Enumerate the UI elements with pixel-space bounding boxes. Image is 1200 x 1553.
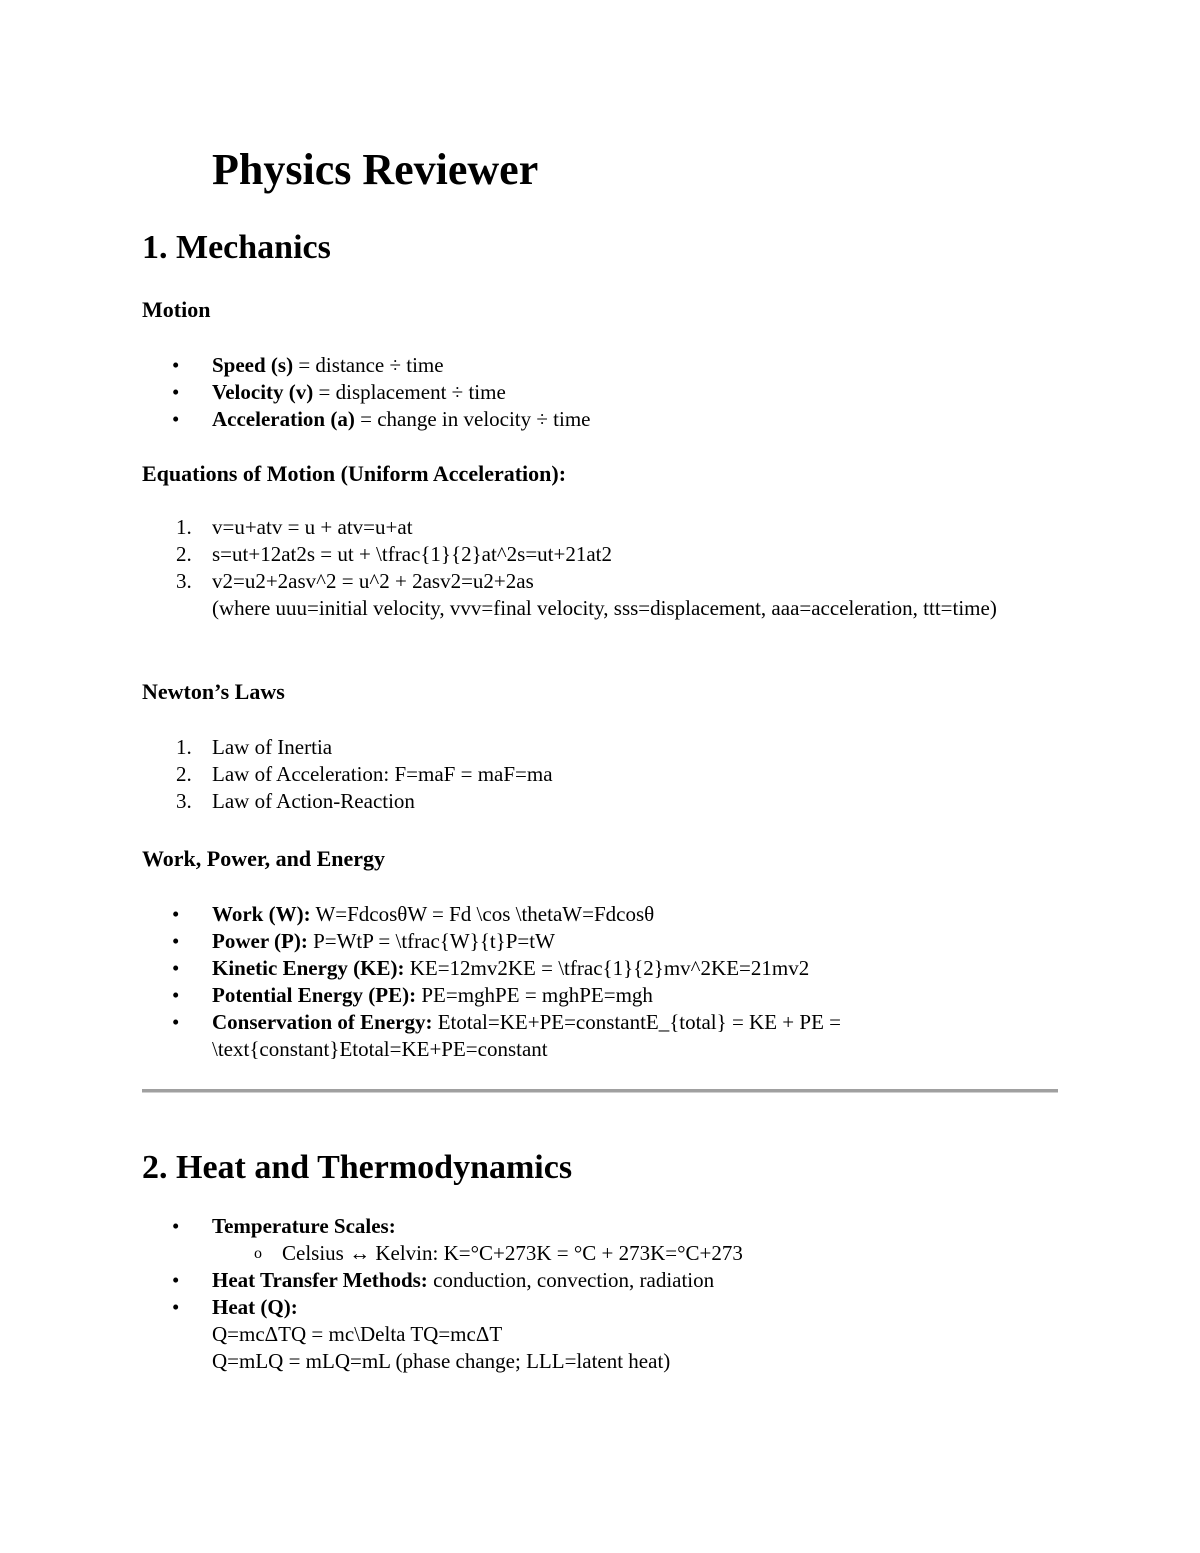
sub-list-item xyxy=(212,1240,1042,1267)
work-list xyxy=(142,901,1042,1063)
item-label: Work (W): xyxy=(212,902,311,926)
item-label: Kinetic Energy (KE): xyxy=(212,956,405,980)
item-number: 2. xyxy=(176,762,192,786)
motion-list xyxy=(142,352,1042,433)
list-item xyxy=(142,761,1042,788)
horizontal-divider xyxy=(142,1089,1058,1093)
list-item xyxy=(142,1294,1042,1375)
list-item xyxy=(142,982,1042,1009)
item-number: 2. xyxy=(176,542,192,566)
newton-heading: Newton’s Laws xyxy=(142,679,285,704)
newton-list xyxy=(142,734,1042,815)
equations-note: (where uuu=initial velocity, vvv=final velocity, sss=displacement, aaa=acceleration, ttt=time) xyxy=(212,596,997,620)
bullet-icon: • xyxy=(172,407,180,431)
item-number: 3. xyxy=(176,569,192,593)
item-text: Law of Action-Reaction xyxy=(212,789,415,813)
item-label: Temperature Scales: xyxy=(212,1214,396,1238)
bullet-icon: • xyxy=(172,353,180,377)
bullet-icon: • xyxy=(172,983,180,1007)
list-item xyxy=(142,788,1042,815)
item-label: Velocity (v) xyxy=(212,380,314,404)
item-text: PE=mghPE = mghPE=mgh xyxy=(416,983,653,1007)
list-item xyxy=(142,568,1042,622)
list-item xyxy=(142,1267,1042,1294)
bullet-icon: • xyxy=(172,902,180,926)
item-label: Heat Transfer Methods: xyxy=(212,1268,428,1292)
item-text: Etotal=KE+PE=constantE_{total} = KE + PE = \text{constant}Etotal=KE+PE=constant xyxy=(212,1010,841,1061)
work-heading: Work, Power, and Energy xyxy=(142,846,386,871)
item-number: 1. xyxy=(176,515,192,539)
item-label: Speed (s) xyxy=(212,353,294,377)
item-text: Law of Acceleration: F=maF = maF=ma xyxy=(212,762,553,786)
item-text: v2=u2+2asv^2 = u^2 + 2asv2=u2+2as xyxy=(212,569,534,593)
bullet-icon: • xyxy=(172,1268,180,1292)
equations-heading: Equations of Motion (Uniform Acceleration): xyxy=(142,461,567,486)
list-item xyxy=(142,352,1042,379)
list-item xyxy=(142,379,1042,406)
item-text: = displacement ÷ time xyxy=(313,380,506,404)
item-text: KE=12mv2KE = \tfrac{1}{2}mv^2KE=21mv2 xyxy=(404,956,810,980)
equations-list xyxy=(142,514,1042,622)
list-item xyxy=(142,901,1042,928)
mechanics-heading: 1. Mechanics xyxy=(142,229,331,266)
list-item xyxy=(142,514,1042,541)
item-number: 3. xyxy=(176,789,192,813)
item-text: Celsius ↔ Kelvin: K=°C+273K = °C + 273K=°C+273 xyxy=(282,1241,743,1265)
bullet-icon: • xyxy=(172,380,180,404)
bullet-icon: • xyxy=(172,1295,180,1319)
item-text: v=u+atv = u + atv=u+at xyxy=(212,515,413,539)
heat-list xyxy=(142,1213,1042,1375)
item-text: s=ut+12at2s = ut + \tfrac{1}{2}at^2s=ut+21at2 xyxy=(212,542,613,566)
list-item xyxy=(142,955,1042,982)
list-item xyxy=(142,928,1042,955)
bullet-icon: • xyxy=(172,929,180,953)
item-text: = change in velocity ÷ time xyxy=(354,407,591,431)
item-label: Conservation of Energy: xyxy=(212,1010,433,1034)
item-text: W=Fdcos⁡θW = Fd \cos \thetaW=Fdcosθ xyxy=(310,902,655,926)
item-text: Law of Inertia xyxy=(212,735,333,759)
list-item xyxy=(142,541,1042,568)
list-item xyxy=(142,1213,1042,1267)
item-number: 1. xyxy=(176,735,192,759)
bullet-icon: • xyxy=(172,956,180,980)
item-text: P=WtP = \tfrac{W}{t}P=tW xyxy=(307,929,555,953)
circle-bullet-icon: o xyxy=(254,1245,262,1262)
item-label: Potential Energy (PE): xyxy=(212,983,417,1007)
motion-heading: Motion xyxy=(142,297,211,322)
bullet-icon: • xyxy=(172,1010,180,1034)
list-item xyxy=(142,734,1042,761)
item-label: Heat (Q): xyxy=(212,1295,298,1319)
item-label: Acceleration (a) xyxy=(212,407,355,431)
item-text: = distance ÷ time xyxy=(293,353,444,377)
item-text: conduction, convection, radiation xyxy=(427,1268,715,1292)
heat-heading: 2. Heat and Thermodynamics xyxy=(142,1149,573,1186)
bullet-icon: • xyxy=(172,1214,180,1238)
item-label: Power (P): xyxy=(212,929,308,953)
list-item xyxy=(142,1009,932,1063)
item-text: Q=mcΔTQ = mc\Delta TQ=mcΔT xyxy=(212,1322,503,1346)
list-item xyxy=(142,406,1042,433)
item-text: Q=mLQ = mLQ=mL (phase change; LLL=latent heat) xyxy=(212,1349,671,1373)
page-title: Physics Reviewer xyxy=(212,145,539,194)
